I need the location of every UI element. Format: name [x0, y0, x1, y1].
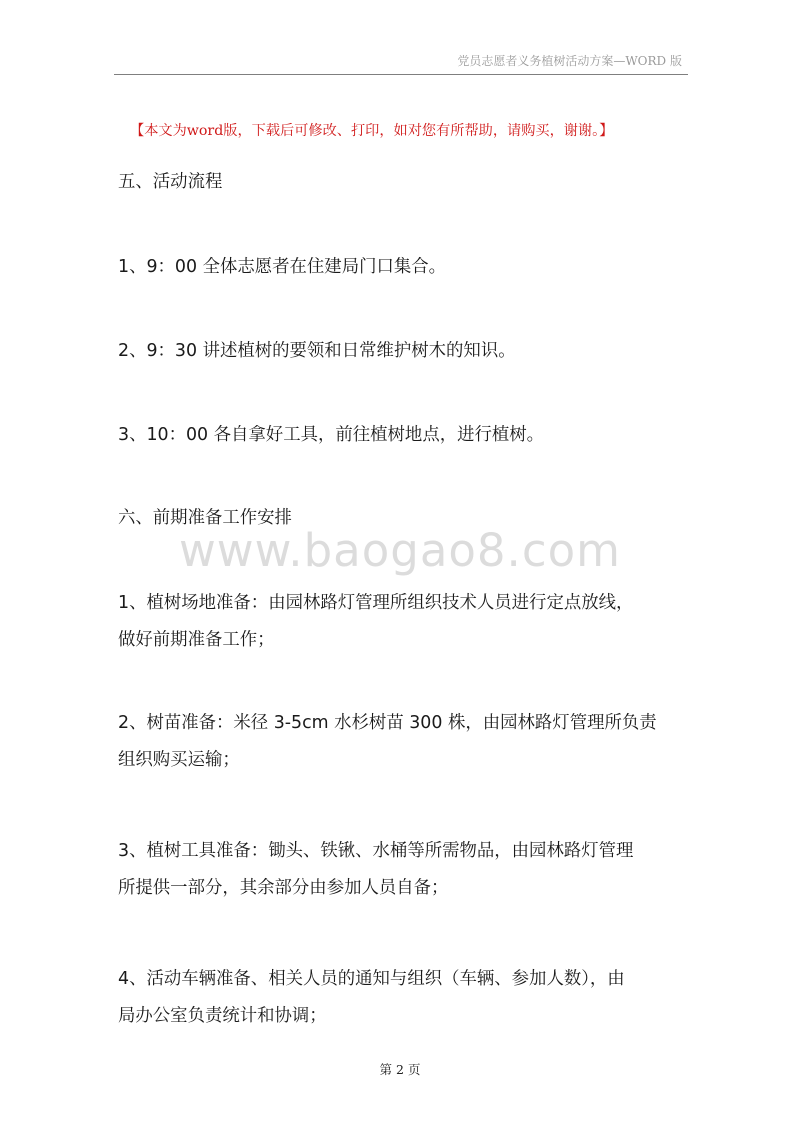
- list-item-line: 2、树苗准备：米径 3-5cm 水杉树苗 300 株，由园林路灯管理所负责: [118, 713, 657, 733]
- list-item: [118, 585, 698, 659]
- page-header: [0, 0, 800, 78]
- list-item: 3、10：00 各自拿好工具，前往植树地点，进行植树。: [118, 425, 545, 445]
- section-title-preparation: 六、前期准备工作安排: [118, 508, 292, 528]
- list-item-line: 4、活动车辆准备、相关人员的通知与组织（车辆、参加人数），由: [118, 969, 625, 989]
- header-rule: [114, 74, 688, 75]
- list-item: [118, 833, 698, 907]
- list-item-line: 1、植树场地准备：由园林路灯管理所组织技术人员进行定点放线，: [118, 593, 634, 613]
- header-title: 党员志愿者义务植树活动方案—WORD 版: [457, 54, 682, 68]
- list-item-line: 组织购买运输；: [118, 750, 240, 770]
- list-item: 1、9：00 全体志愿者在住建局门口集合。: [118, 257, 447, 277]
- list-item: [118, 961, 698, 1035]
- list-item-line: 局办公室负责统计和协调；: [118, 1006, 327, 1026]
- watermark: www.baogao8.com: [179, 524, 621, 577]
- list-item-line: 做好前期准备工作；: [118, 630, 275, 650]
- list-item-line: 所提供一部分，其余部分由参加人员自备；: [118, 878, 449, 898]
- section-title-activity-flow: 五、活动流程: [118, 172, 223, 192]
- page-number: 第 2 页: [379, 1062, 421, 1077]
- purchase-notice: 【本文为word版，下载后可修改、打印，如对您有所帮助，请购买，谢谢。】: [130, 123, 614, 139]
- list-item-line: 3、植树工具准备：锄头、铁锹、水桶等所需物品，由园林路灯管理: [118, 841, 634, 861]
- list-item: 2、9：30 讲述植树的要领和日常维护树木的知识。: [118, 341, 516, 361]
- list-item: [118, 705, 698, 779]
